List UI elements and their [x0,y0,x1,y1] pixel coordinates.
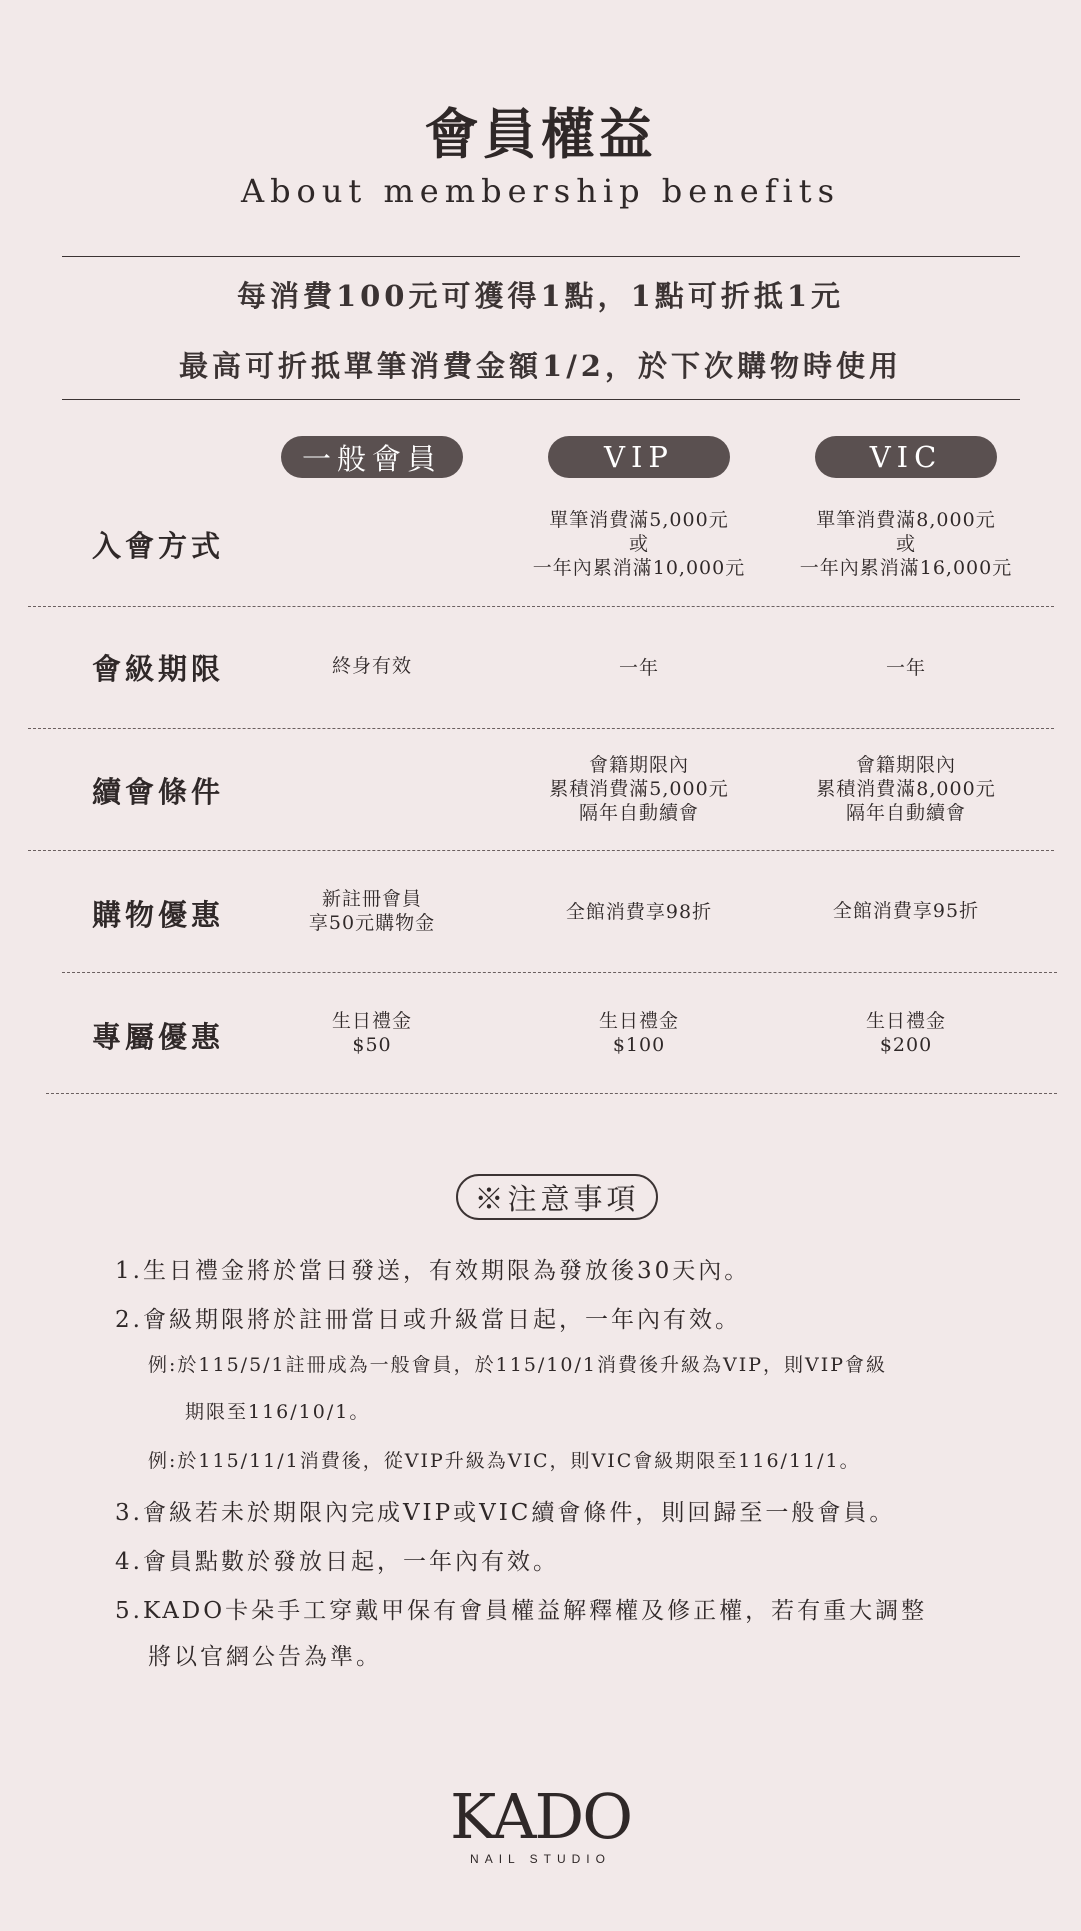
cell-shopping-general: 新註冊會員 享50元購物金 [308,888,436,934]
row-divider [46,1093,1057,1094]
cell-join-vic: 單筆消費滿8,000元 或 一年內累消滿16,000元 [799,509,1013,579]
points-rule-2: 最高可折抵單筆消費金額1/2，於下次購物時使用 [179,349,902,383]
page-title: 會員權益 [424,102,657,166]
brand-tagline: NAIL STUDIO [470,1852,611,1866]
divider-bottom [62,399,1020,400]
notice-item: 1.生日禮金將於當日發送，有效期限為發放後30天內。 [115,1258,751,1284]
cell-exclusive-vip: 生日禮金 $100 [598,1010,679,1056]
tier-header-vic: VIC [815,436,997,478]
notice-example: 期限至116/10/1。 [185,1401,371,1423]
row-divider [28,728,1054,729]
notice-item: 將以官網公告為準。 [148,1644,382,1670]
notice-item: 4.會員點數於發放日起，一年內有效。 [115,1549,559,1575]
brand-logo: KADO [449,1780,632,1853]
cell-renewal-vic: 會籍期限內 累積消費滿8,000元 隔年自動續會 [816,754,996,824]
notice-title: ※注意事項 [456,1174,658,1220]
notice-example: 例:於115/5/1註冊成為一般會員，於115/10/1消費後升級為VIP，則VIP會級 [148,1354,888,1376]
page-subtitle: About membership benefits [240,172,841,210]
row-label-join: 入會方式 [92,529,225,563]
cell-shopping-vic: 全館消費享95折 [832,900,980,922]
cell-term-vip: 一年 [618,657,659,679]
row-divider [28,606,1054,607]
divider-top [62,256,1020,257]
tier-header-vip: VIP [548,436,730,478]
cell-term-vic: 一年 [885,657,926,679]
notice-item: 3.會級若未於期限內完成VIP或VIC續會條件，則回歸至一般會員。 [115,1500,896,1526]
cell-exclusive-vic: 生日禮金 $200 [865,1010,946,1056]
row-label-exclusive: 專屬優惠 [92,1020,225,1054]
tier-header-general: 一般會員 [281,436,463,478]
notice-item: 5.KADO卡朵手工穿戴甲保有會員權益解釋權及修正權，若有重大調整 [115,1598,928,1624]
cell-shopping-vip: 全館消費享98折 [565,901,713,923]
notice-example: 例:於115/11/1消費後，從VIP升級為VIC，則VIC會級期限至116/11/1。 [148,1450,861,1472]
row-divider [28,850,1054,851]
row-divider [62,972,1057,973]
cell-join-vip: 單筆消費滿5,000元 或 一年內累消滿10,000元 [532,509,746,579]
row-label-term: 會級期限 [92,652,225,686]
cell-exclusive-general: 生日禮金 $50 [331,1010,412,1056]
notice-item: 2.會級期限將於註冊當日或升級當日起，一年內有效。 [115,1307,741,1333]
points-rule-1: 每消費100元可獲得1點，1點可折抵1元 [236,279,845,313]
row-label-renewal: 續會條件 [92,775,225,809]
cell-renewal-vip: 會籍期限內 累積消費滿5,000元 隔年自動續會 [549,754,729,824]
cell-term-general: 終身有效 [331,655,412,677]
row-label-shopping: 購物優惠 [92,898,225,932]
